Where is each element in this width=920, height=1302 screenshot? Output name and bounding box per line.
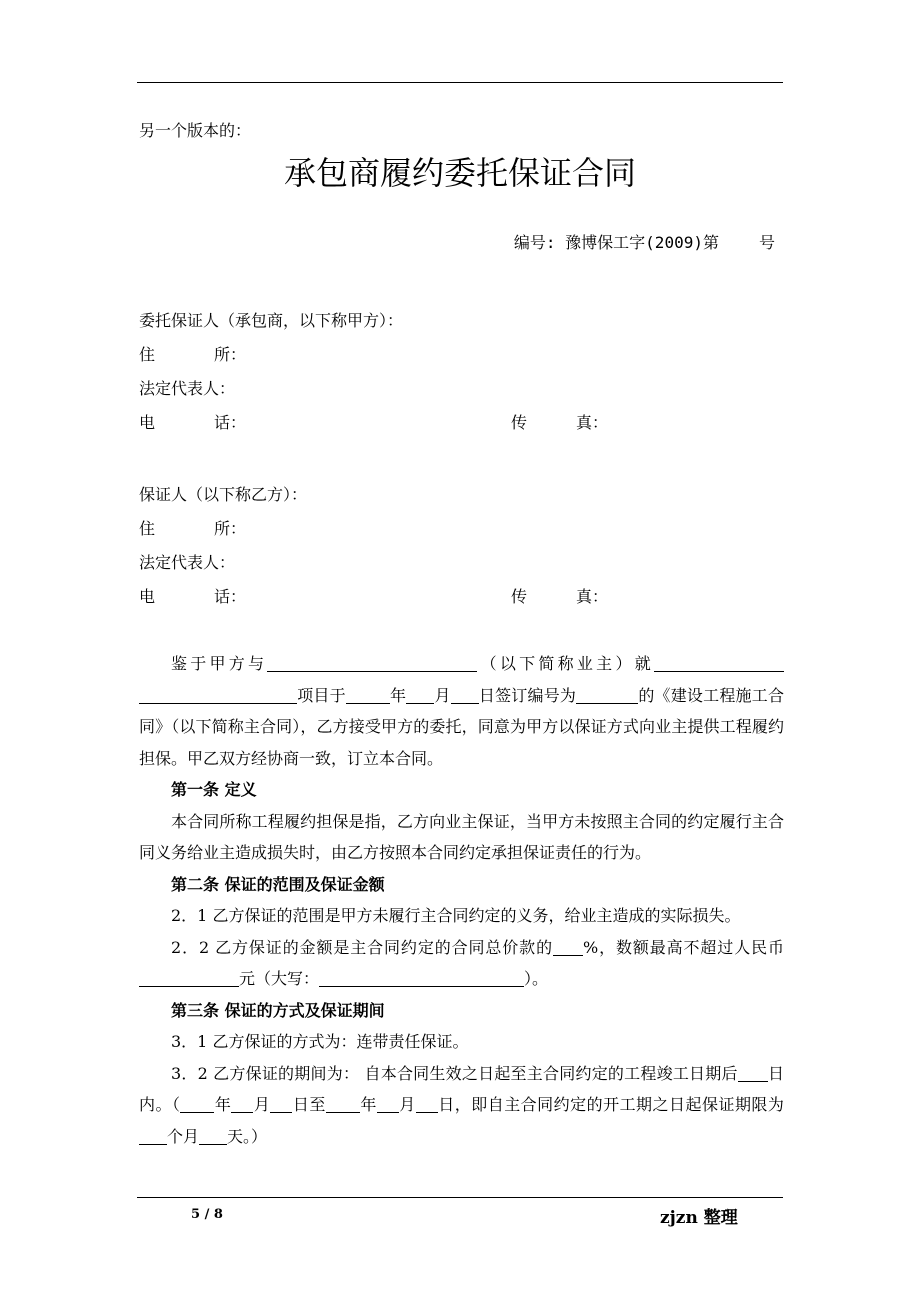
article-3-heading: 第三条 保证的方式及保证期间 (171, 1000, 385, 1020)
contract-body (139, 648, 784, 1152)
blank-field (270, 1094, 292, 1113)
party-b-heading: 保证人（以下称乙方）： (139, 485, 308, 504)
blank-field (231, 1094, 253, 1113)
blank-field (576, 685, 638, 704)
blank-field (654, 653, 784, 672)
clause-2-2: 2．2 乙方保证的金额是主合同约定的合同总价款的 %，数额最高不超过人民币元（大写： ）。 (139, 932, 784, 995)
footer-credit: zjzn 整理 (660, 1208, 738, 1228)
clause-3-2: 3．2 乙方保证的期间为： 自本合同生效之日起至主合同约定的工程竣工日期后 日内。（ 年 月 日至 年 月 日，即自主合同约定的开工期之日起保证期限为个月 天。） (139, 1063, 784, 1146)
blank-field (267, 653, 477, 672)
blank-field (180, 1094, 214, 1113)
header-rule (137, 82, 783, 83)
party-a-rep: 法定代表人： (139, 379, 236, 398)
clause-3-1: 3．1 乙方保证的方式为：连带责任保证。 (171, 1032, 469, 1051)
page-title: 承包商履约委托保证合同 (283, 154, 636, 192)
blank-field (326, 1094, 360, 1113)
preamble-paragraph: 鉴于甲方与 （以下简称业主）就项目于 年 月 日签订编号为 的《建设工程施工合同》（以下简称主合同），乙方接受甲方的委托，同意为甲方以保证方式向业主提供工程履约担保。甲乙双方经协商一致，订立本合同。 (139, 654, 784, 768)
blank-field (139, 968, 239, 987)
blank-field (451, 685, 479, 704)
blank-field (199, 1126, 227, 1145)
footer-rule (137, 1197, 783, 1198)
party-b-phone: 电 话： (139, 587, 247, 606)
blank-field (738, 1063, 768, 1082)
version-note: 另一个版本的： (139, 121, 252, 140)
party-a-heading: 委托保证人（承包商，以下称甲方）： (139, 311, 404, 330)
party-b-fax: 传 真： (511, 587, 609, 606)
blank-field (406, 685, 434, 704)
blank-field (416, 1094, 438, 1113)
party-a-address: 住 所： (139, 345, 247, 364)
blank-field (139, 1126, 167, 1145)
article-1-heading: 第一条 定义 (171, 780, 257, 799)
page-number: 5 / 8 (191, 1207, 223, 1222)
party-a-fax: 传 真： (511, 413, 609, 432)
party-b-address: 住 所： (139, 519, 247, 538)
blank-field (139, 685, 297, 704)
party-b-rep: 法定代表人： (139, 553, 236, 572)
blank-field (553, 937, 583, 956)
serial-suffix: 号 (758, 233, 775, 252)
blank-field (377, 1094, 399, 1113)
contract-serial (514, 230, 775, 253)
party-a-phone: 电 话： (139, 413, 247, 432)
serial-prefix: 编号: 豫博保工字(2009)第 (513, 233, 719, 252)
article-2-heading: 第二条 保证的范围及保证金额 (171, 874, 385, 894)
blank-field (319, 968, 524, 987)
clause-2-1: 2．1 乙方保证的范围是甲方未履行主合同约定的义务，给业主造成的实际损失。 (171, 906, 741, 925)
blank-field (346, 685, 390, 704)
article-1-text: 本合同所称工程履约担保是指，乙方向业主保证，当甲方未按照主合同的约定履行主合同义务给业主造成损失时，由乙方按照本合同约定承担保证责任的行为。 (139, 811, 784, 862)
